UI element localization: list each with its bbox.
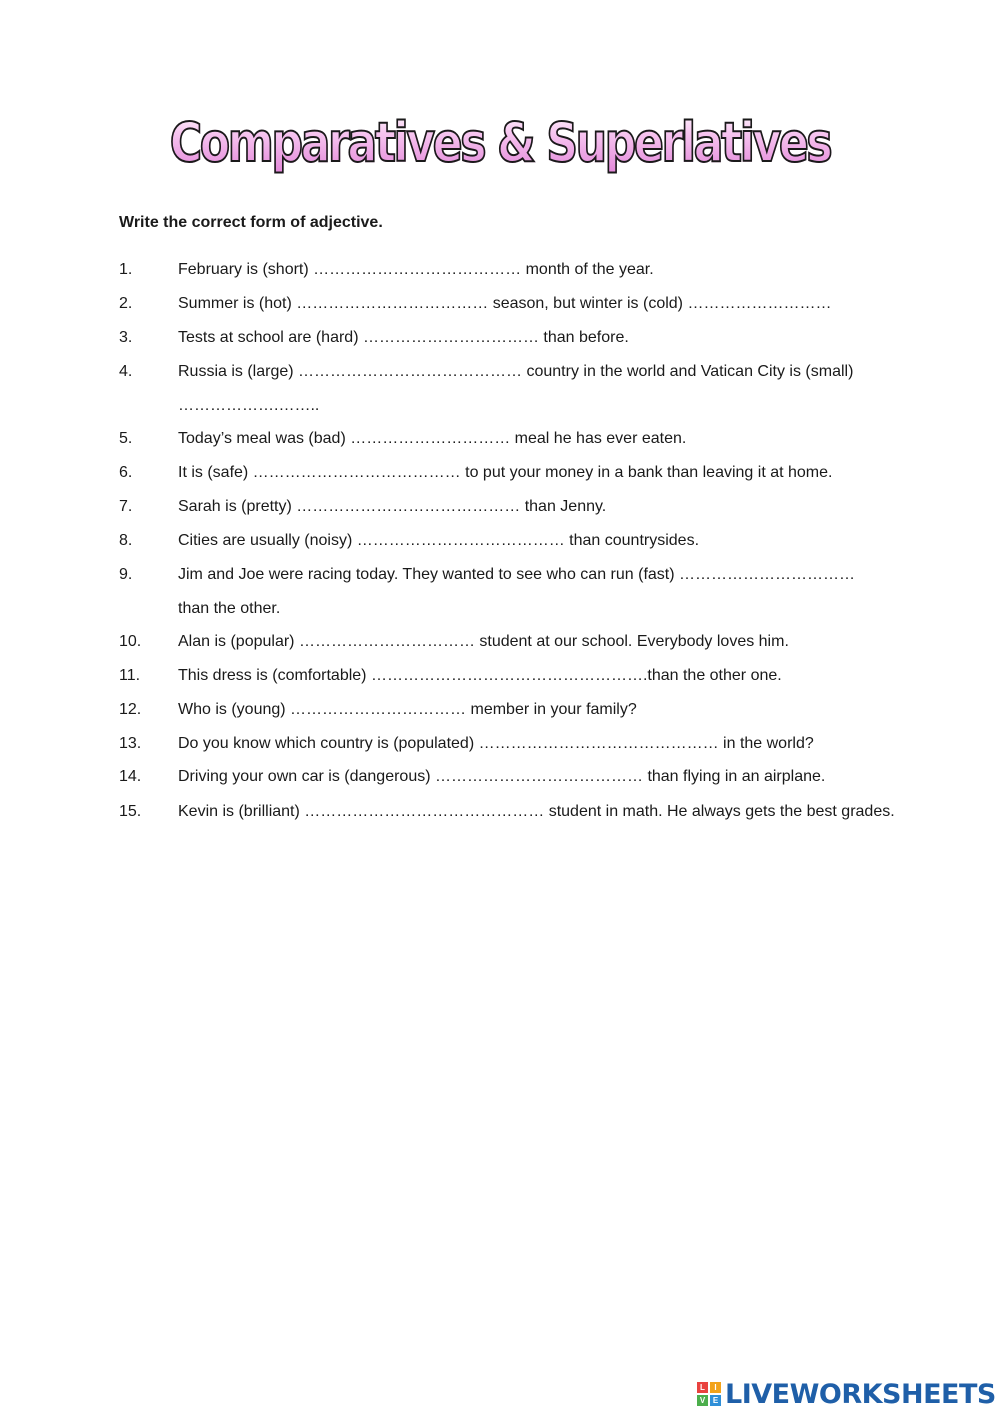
item-number: 4. (119, 363, 133, 380)
item-text: Tests at school are (hard) …………………………… than before. (178, 329, 629, 346)
item-number: 14. (119, 768, 142, 785)
logo-mark-icon (697, 1382, 721, 1406)
item-number: 2. (119, 295, 133, 312)
item-number: 3. (119, 329, 133, 346)
item-text: Sarah is (pretty) …………………………………… than Jenny. (178, 498, 607, 515)
logo-mark-tile: L (697, 1382, 708, 1393)
item-text: Alan is (popular) …………………………… student at our school. Everybody loves him. (178, 633, 789, 650)
item-number: 13. (119, 735, 142, 752)
item-text: Jim and Joe were racing today. They wanted to see who can run (fast) …………………………… (178, 566, 855, 583)
item-number: 5. (119, 430, 133, 447)
item-number: 15. (119, 803, 142, 820)
item-number: 10. (119, 633, 142, 650)
item-number: 1. (119, 261, 133, 278)
item-text: Russia is (large) …………………………………… country in the world and Vatican City is (small) (178, 363, 854, 380)
logo-text: LIVEWORKSHEETS (725, 1378, 996, 1410)
item-text: Today’s meal was (bad) ………………………… meal he has ever eaten. (178, 430, 687, 447)
item-text-continued: than the other. (178, 600, 281, 617)
item-text: This dress is (comfortable) …………………………………………….than the other one. (178, 667, 782, 684)
item-number: 9. (119, 566, 133, 583)
page-title: Comparatives & Superlatives (90, 108, 910, 178)
item-number: 7. (119, 498, 133, 515)
item-text: Cities are usually (noisy) ………………………………… than countrysides. (178, 532, 700, 549)
item-text: Kevin is (brilliant) ……………………………………… student in math. He always gets the best grades. (178, 803, 895, 820)
item-text: It is (safe) ………………………………… to put your money in a bank than leaving it at home. (178, 464, 833, 481)
item-text: February is (short) ………………………………… month of the year. (178, 261, 654, 278)
item-text-continued: ……………….…….. (178, 397, 320, 414)
item-text: Do you know which country is (populated) ……………………………………… in the world? (178, 735, 814, 752)
item-text: Summer is (hot) ……………………………… season, but winter is (cold) ……………………… (178, 295, 832, 312)
item-text: Driving your own car is (dangerous) ………………………………… than flying in an airplane. (178, 768, 826, 785)
liveworksheets-logo (697, 1379, 996, 1409)
item-number: 11. (119, 667, 141, 684)
item-number: 12. (119, 701, 142, 718)
logo-mark-tile: V (697, 1395, 708, 1406)
logo-mark-tile: E (710, 1395, 721, 1406)
instruction: Write the correct form of adjective. (119, 214, 383, 231)
logo-mark-tile: I (710, 1382, 721, 1393)
item-number: 8. (119, 532, 133, 549)
item-text: Who is (young) …………………………… member in your family? (178, 701, 637, 718)
item-number: 6. (119, 464, 133, 481)
